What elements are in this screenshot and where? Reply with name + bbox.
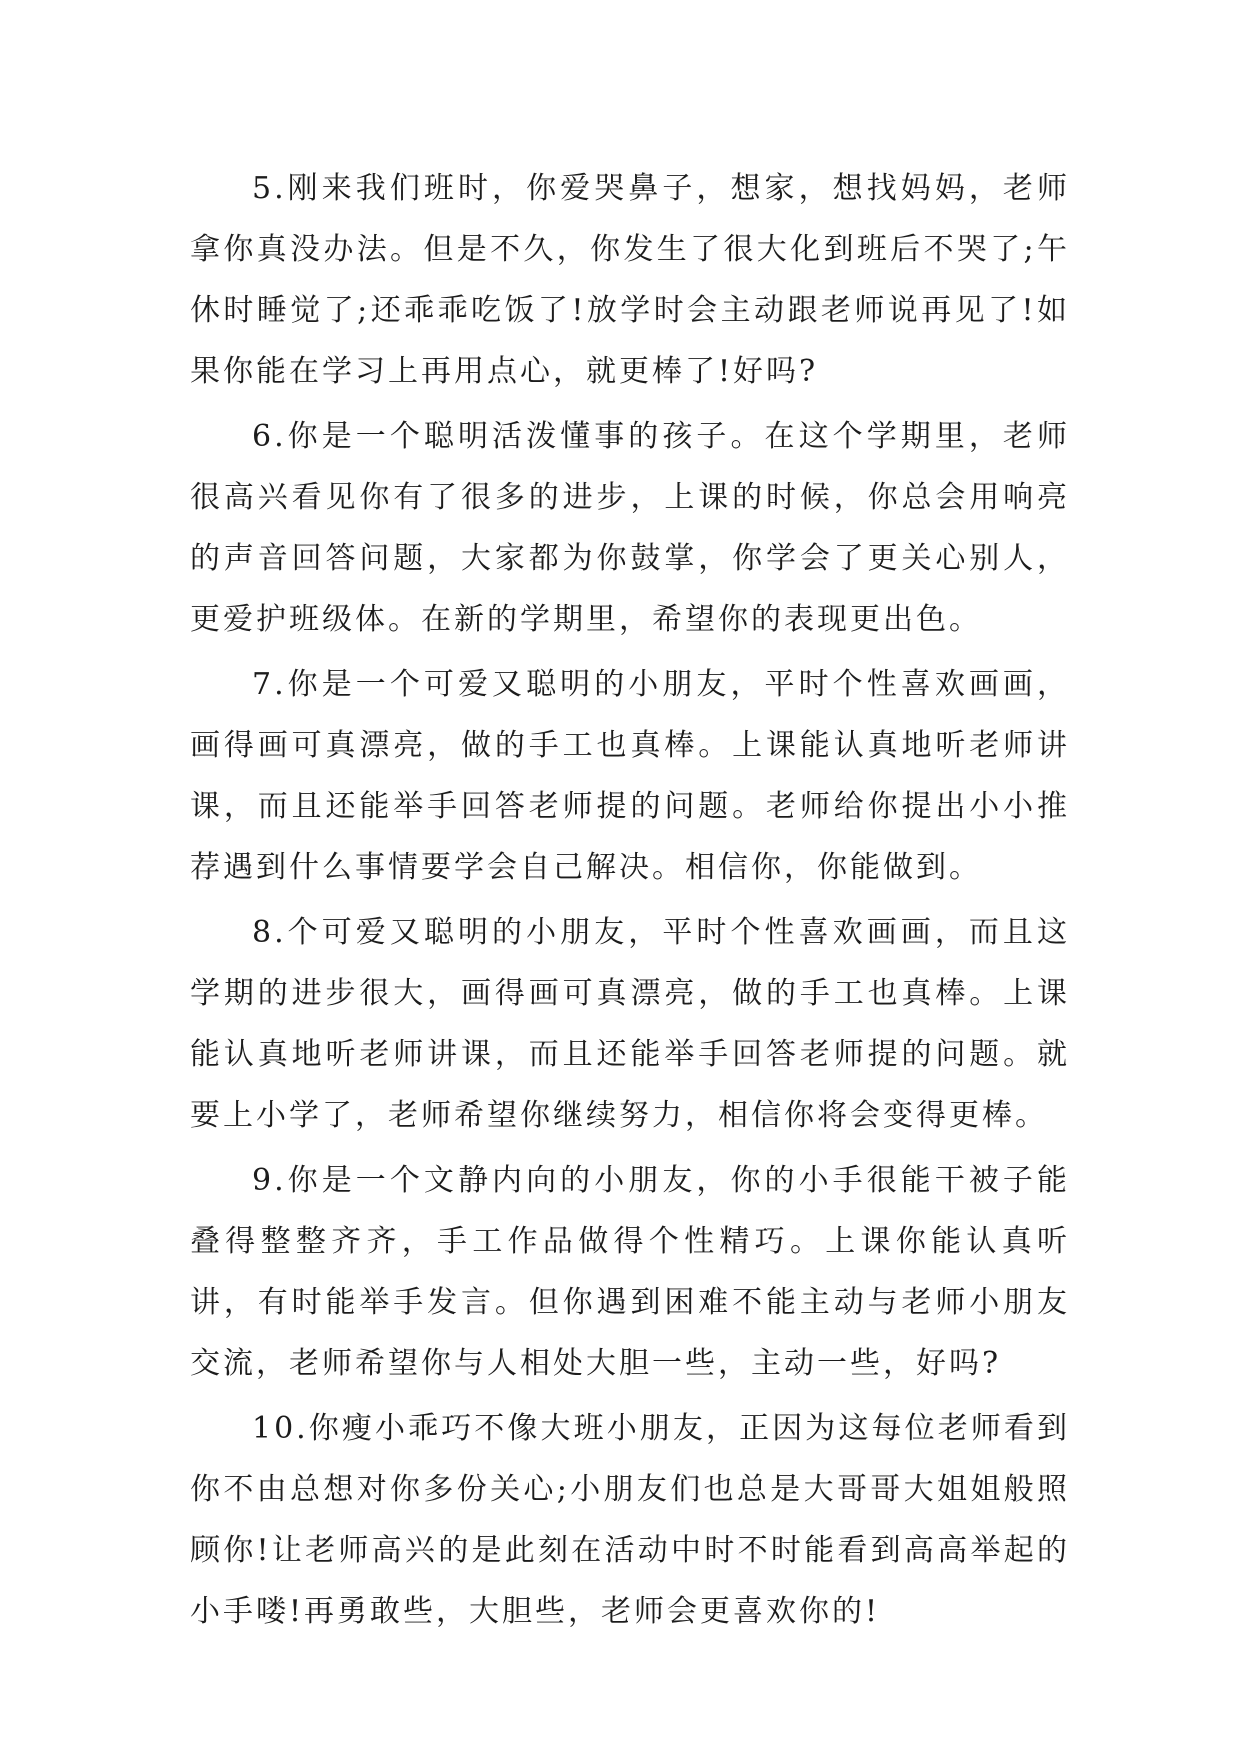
document-body <box>190 158 1070 1646</box>
paragraph-10: 10.你瘦小乖巧不像大班小朋友，正因为这每位老师看到你不由总想对你多份关心;小朋友们也总是大哥哥大姐姐般照顾你!让老师高兴的是此刻在活动中时不时能看到高高举起的小手喽!再勇敢些，大胆些，老师会更喜欢你的! <box>190 1411 1070 1629</box>
paragraph-9: 9.你是一个文静内向的小朋友，你的小手很能干被子能叠得整整齐齐，手工作品做得个性精巧。上课你能认真听讲，有时能举手发言。但你遇到困难不能主动与老师小朋友交流，老师希望你与人相处大胆一些，主动一些，好吗? <box>190 1163 1070 1381</box>
paragraph-5: 5.刚来我们班时，你爱哭鼻子，想家，想找妈妈，老师拿你真没办法。但是不久，你发生了很大化到班后不哭了;午休时睡觉了;还乖乖吃饭了!放学时会主动跟老师说再见了!如果你能在学习上再用点心，就更棒了!好吗? <box>190 171 1070 389</box>
paragraph-6: 6.你是一个聪明活泼懂事的孩子。在这个学期里，老师很高兴看见你有了很多的进步，上课的时候，你总会用响亮的声音回答问题，大家都为你鼓掌，你学会了更关心别人，更爱护班级体。在新的学期里，希望你的表现更出色。 <box>190 419 1070 637</box>
paragraph-8: 8.个可爱又聪明的小朋友，平时个性喜欢画画，而且这学期的进步很大，画得画可真漂亮，做的手工也真棒。上课能认真地听老师讲课，而且还能举手回答老师提的问题。就要上小学了，老师希望你继续努力，相信你将会变得更棒。 <box>190 915 1070 1133</box>
paragraph-7: 7.你是一个可爱又聪明的小朋友，平时个性喜欢画画，画得画可真漂亮，做的手工也真棒。上课能认真地听老师讲课，而且还能举手回答老师提的问题。老师给你提出小小推荐遇到什么事情要学会自己解决。相信你，你能做到。 <box>190 667 1070 885</box>
